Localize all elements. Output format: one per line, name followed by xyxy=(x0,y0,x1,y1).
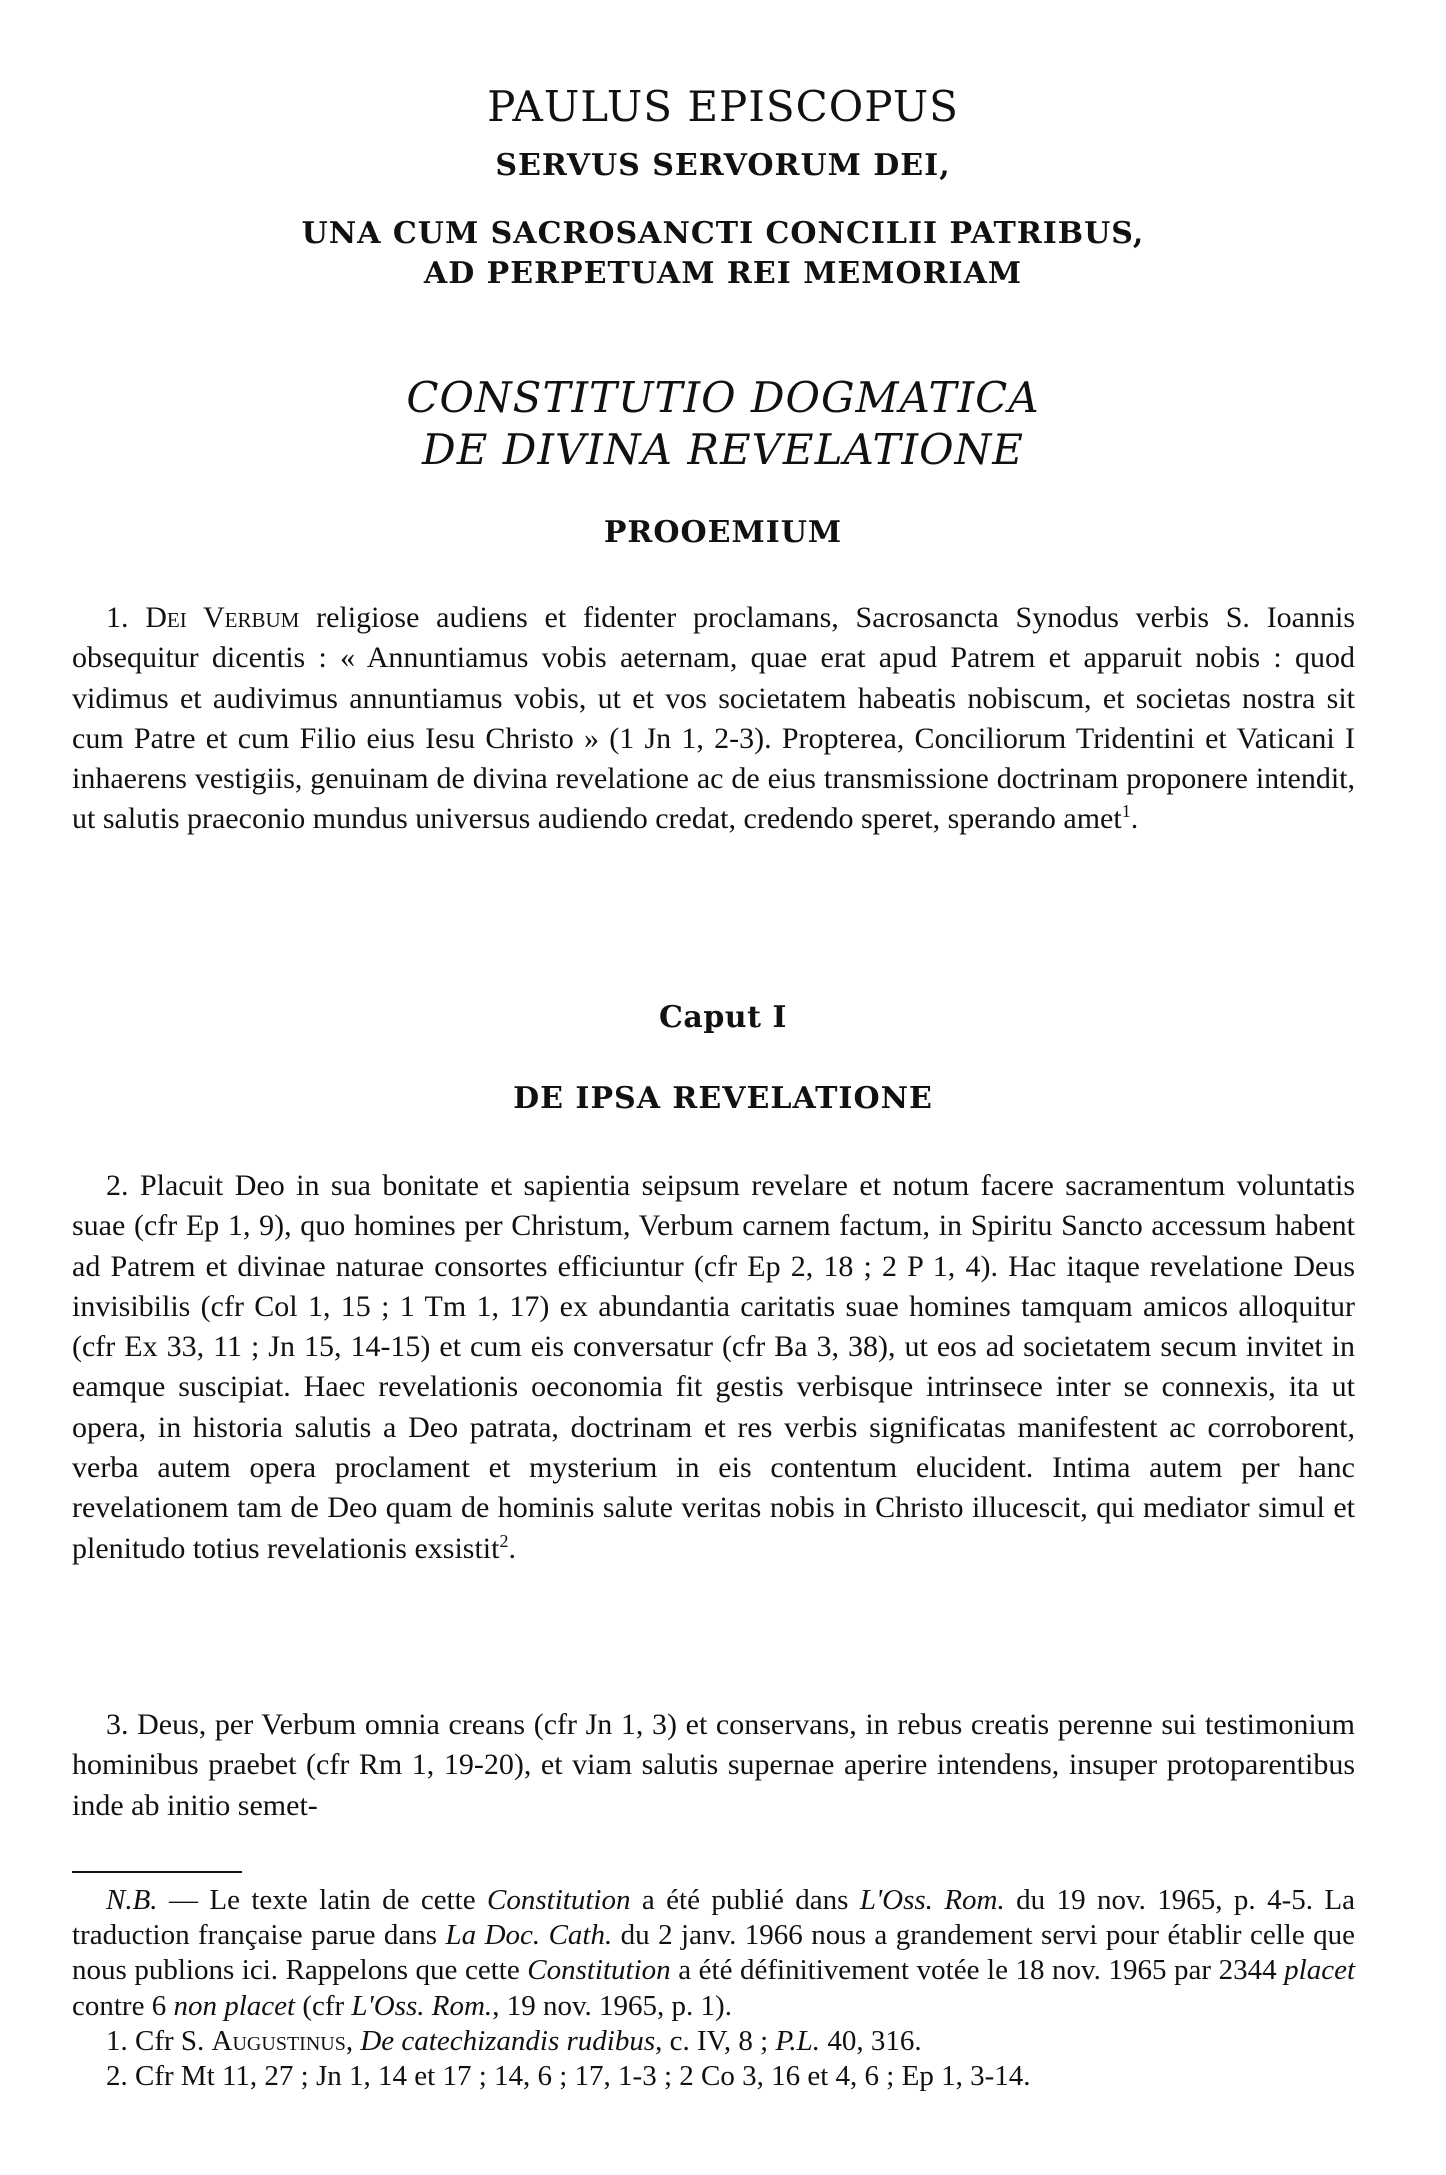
header-una-cum: UNA CUM SACROSANCTI CONCILII PATRIBUS, xyxy=(301,216,1145,251)
paragraph-number: 1. xyxy=(106,601,146,634)
chapter-heading: DE IPSA REVELATIONE xyxy=(513,1081,933,1116)
nb-text-a: — Le texte latin de cette xyxy=(157,1884,488,1916)
footnote-divider xyxy=(72,1871,242,1873)
paragraph-1 xyxy=(72,598,1355,840)
paragraph-1-text: religiose audiens et fidenter proclamans, Sacrosancta Synodus verbis S. Ioannis obsequitur dicentis : « Annuntiamus vobis aeternam, quae erat apud Patrem et apparuit nobis : quod vidimus et audivimus annuntiamus vobis, ut et vos societatem habeatis nobiscum, et societas nostra sit cum Patre et cum Filio eius Iesu Christo » (1 Jn 1, 2-3). Propterea, Conciliorum Tridentini et Vaticani I inhaerens vestigiis, genuinam de divina revelatione ac de eius transmissione doctrinam proponere intendit, ut salutis praeconio mundus universus audiendo credat, credendo speret, sperando amet xyxy=(72,601,1356,836)
nb-text-c: du 19 nov. 1965, p. 4-5. La traduction française parue dans xyxy=(72,1884,1355,1952)
fn1-text-b: , c. IV, 8 ; xyxy=(655,2024,776,2057)
incipit-dei-verbum: Dei Verbum xyxy=(145,601,300,634)
nb-text-d: du 2 janv. 1966 nous a grandement servi pour établir celle que nous publions ici. Rappelons que cette xyxy=(72,1919,1355,1987)
paragraph-2 xyxy=(72,1166,1355,1569)
nb-doc-cath: La Doc. Cath. xyxy=(445,1919,613,1952)
nb-label: N.B. xyxy=(106,1884,158,1916)
footnote-2: 2. Cfr Mt 11, 27 ; Jn 1, 14 et 17 ; 14, 6 ; 17, 1-3 ; 2 Co 3, 16 et 4, 6 ; Ep 1, 3-14. xyxy=(106,2060,1031,2093)
nb-constitution-2: Constitution xyxy=(527,1954,671,1987)
footnote-ref-2: 2 xyxy=(499,1530,509,1551)
title-constitutio: CONSTITUTIO DOGMATICA xyxy=(406,373,1040,422)
header-servus-servorum: SERVUS SERVORUM DEI, xyxy=(495,148,951,183)
footnote-nb xyxy=(72,1883,1355,2024)
paragraph-3: 3. Deus, per Verbum omnia creans (cfr Jn 1, 3) et conservans, in rebus creatis perenne sui testimonium hominibus praebet (cfr Rm 1, 19-20), et viam salutis supernae aperire intendens, insuper protoparentibus inde ab initio semet- xyxy=(72,1708,1355,1822)
nb-constitution-1: Constitution xyxy=(487,1884,631,1916)
paragraph-2-text: 2. Placuit Deo in sua bonitate et sapientia seipsum revelare et notum facere sacramentum voluntatis suae (cfr Ep 1, 9), quo homines per Christum, Verbum carnem factum, in Spiritu Sancto accessum habent ad Patrem et divinae naturae consortes efficiuntur (cfr Ep 2, 18 ; 2 P 1, 4). Hac itaque revelatione Deus invisibilis (cfr Col 1, 15 ; 1 Tm 1, 17) ex abundantia caritatis suae homines tamquam amicos alloquitur (cfr Ex 33, 11 ; Jn 15, 14-15) et cum eis conversatur (cfr Ba 3, 38), ut eos ad societatem secum invitet in eamque suscipiat. Haec revelationis oeconomia fit gestis verbisque intrinsece inter se connexis, ita ut opera, in historia salutis a Deo patrata, doctrinam et res verbis significatas manifestent ac corroborent, verba autem opera proclament et mysterium in eis contentum elucident. Intima autem per hanc revelationem tam de Deo quam de hominis salute veritas nobis in Christo illucescit, qui mediator simul et plenitudo totius revelationis exsistit xyxy=(72,1169,1355,1565)
title-de-divina: DE DIVINA REVELATIONE xyxy=(422,425,1024,474)
fn1-text-c: 40, 316. xyxy=(820,2024,922,2057)
nb-non-placet: non placet xyxy=(173,1989,296,2022)
nb-text-b: a été publié dans xyxy=(630,1884,860,1916)
nb-text-f: contre 6 xyxy=(72,1989,174,2022)
fn1-text-a: 1. Cfr S. xyxy=(106,2024,212,2057)
fn1-author: Augustinus xyxy=(211,2024,346,2057)
footnote-ref-1: 1 xyxy=(1121,801,1131,822)
footnotes xyxy=(72,1883,1355,2094)
nb-oss-rom-1: L'Oss. Rom. xyxy=(859,1884,1005,1916)
fn1-sep: , xyxy=(345,2024,361,2057)
nb-text-g: (cfr xyxy=(295,1989,352,2022)
header-ad-perpetuam: AD PERPETUAM REI MEMORIAM xyxy=(423,256,1023,291)
chapter-label: Caput I xyxy=(659,1000,787,1035)
nb-text-h: , 19 nov. 1965, p. 1). xyxy=(492,1989,732,2022)
fn1-pl: P.L. xyxy=(775,2024,821,2057)
heading-prooemium: PROOEMIUM xyxy=(603,515,843,550)
nb-placet: placet xyxy=(1284,1954,1355,1987)
nb-text-e: a été définitivement votée le 18 nov. 1965 par 2344 xyxy=(670,1954,1285,1987)
header-paulus-episcopus: PAULUS EPISCOPUS xyxy=(487,82,959,131)
paragraph-1-end: . xyxy=(1130,802,1139,836)
footnote-1 xyxy=(72,2024,1355,2059)
paragraph-2-end: . xyxy=(508,1531,516,1565)
nb-oss-rom-2: L'Oss. Rom. xyxy=(351,1989,493,2022)
fn1-work: De catechizandis rudibus xyxy=(360,2024,656,2057)
